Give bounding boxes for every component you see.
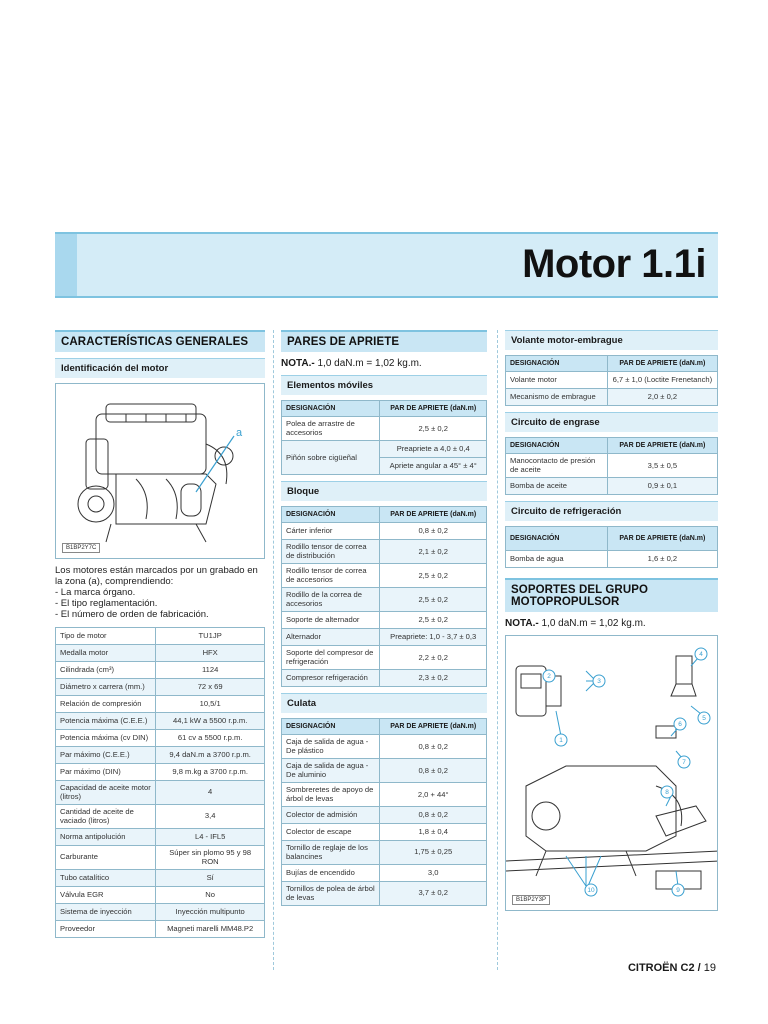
table-row (56, 712, 265, 729)
th-par: PAR DE APRIETE (daN.m) (380, 401, 487, 417)
table-row (506, 389, 718, 406)
cell-label: Soporte de alternador (282, 611, 380, 628)
supports-drawing (506, 636, 718, 911)
cell-value: 0,9 ± 0,1 (607, 477, 717, 494)
table-row (506, 372, 718, 389)
th-designacion: DESIGNACIÓN (282, 401, 380, 417)
cell-value: Preapriete: 1,0 - 3,7 ± 0,3 (380, 628, 487, 645)
cell-value: 6,7 ± 1,0 (Loctite Frenetanch) (607, 372, 717, 389)
table-row (56, 903, 265, 920)
volante-table (505, 355, 718, 406)
table-row (282, 522, 487, 539)
table-row (282, 840, 487, 864)
cell-label: Relación de compresión (56, 695, 156, 712)
cell-label: Capacidad de aceite motor (litros) (56, 780, 156, 804)
column-general (55, 330, 265, 938)
table-row (56, 627, 265, 644)
cell-value: 2,5 ± 0,2 (380, 587, 487, 611)
table-row (282, 782, 487, 806)
engine-figure (55, 383, 265, 559)
para-line-0: Los motores están marcados por un grabado en la zona (a), comprendiendo: (55, 565, 258, 587)
callout-text-4: 4 (699, 650, 703, 658)
cell-value: TU1JP (156, 627, 265, 644)
table-row (282, 669, 487, 686)
cell-value: 2,1 ± 0,2 (380, 539, 487, 563)
cell-value: HFX (156, 644, 265, 661)
sub-refrigeracion: Circuito de refrigeración (505, 501, 718, 521)
callout-a: a (236, 427, 243, 439)
sub-engrase: Circuito de engrase (505, 412, 718, 432)
table-row (56, 729, 265, 746)
cell-value: 61 cv a 5500 r.p.m. (156, 729, 265, 746)
table-row (282, 645, 487, 669)
callout-text-2: 2 (547, 672, 551, 680)
cell-label: Polea de arrastre de accesorios (282, 417, 380, 441)
cell-value: 2,3 ± 0,2 (380, 669, 487, 686)
cell-value: 0,8 ± 0,2 (380, 758, 487, 782)
nota-conversion-2 (505, 618, 718, 629)
table-row (56, 695, 265, 712)
table-row (506, 477, 718, 494)
th-designacion: DESIGNACIÓN (506, 356, 608, 372)
table-row (282, 539, 487, 563)
cell-label: Medalla motor (56, 644, 156, 661)
cell-label: Cilindrada (cm³) (56, 661, 156, 678)
para-line-1: - La marca órgano. (55, 586, 136, 598)
page-title: Motor 1.1i (522, 242, 706, 286)
callout-text-7: 7 (682, 758, 686, 766)
callout-text-5: 5 (702, 714, 706, 722)
cell-label: Tornillos de polea de árbol de levas (282, 881, 380, 905)
column-divider-2 (497, 330, 498, 970)
section-caracteristicas: CARACTERÍSTICAS GENERALES (55, 330, 265, 352)
cell-value: Preapriete a 4,0 ± 0,4 (380, 440, 487, 457)
cell-value: 0,8 ± 0,2 (380, 806, 487, 823)
table-row (282, 758, 487, 782)
cell-label: Carburante (56, 845, 156, 869)
cell-label: Manocontacto de presión de aceite (506, 454, 608, 478)
cell-value: 2,2 ± 0,2 (380, 645, 487, 669)
cell-value: 72 x 69 (156, 678, 265, 695)
nota-text: 1,0 daN.m = 1,02 kg.m. (538, 617, 646, 629)
supports-figure (505, 635, 718, 911)
cell-label: Par máximo (DIN) (56, 763, 156, 780)
table-row (56, 678, 265, 695)
callout-text-9: 9 (676, 886, 680, 894)
cell-value: 9,8 m.kg a 3700 r.p.m. (156, 763, 265, 780)
engrase-table (505, 437, 718, 495)
table-row (56, 869, 265, 886)
cell-value: 3,5 ± 0,5 (607, 454, 717, 478)
table-row (56, 644, 265, 661)
table-row (56, 763, 265, 780)
cell-value: Sí (156, 869, 265, 886)
section-soportes: SOPORTES DEL GRUPO MOTOPROPULSOR (505, 578, 718, 612)
callout-text-1: 1 (559, 736, 563, 744)
cell-value: 1124 (156, 661, 265, 678)
cell-value: Magneti marelli MM48.P2 (156, 920, 265, 937)
cell-label: Cárter inferior (282, 522, 380, 539)
nota-conversion (281, 358, 487, 369)
para-line-3: - El número de orden de fabricación. (55, 608, 209, 620)
table-row (282, 734, 487, 758)
table-row (56, 804, 265, 828)
table-row (282, 806, 487, 823)
column-pares (281, 330, 487, 906)
cell-label: Mecanismo de embrague (506, 389, 608, 406)
title-tab (55, 234, 77, 296)
table-row (56, 746, 265, 763)
cell-value: 2,0 + 44° (380, 782, 487, 806)
table-row (282, 611, 487, 628)
cell-value: 1,8 ± 0,4 (380, 823, 487, 840)
cell-value: 2,5 ± 0,2 (380, 417, 487, 441)
table-row (282, 587, 487, 611)
cell-label: Tubo catalítico (56, 869, 156, 886)
cell-value: 44,1 kW a 5500 r.p.m. (156, 712, 265, 729)
footer-brand: CITROËN C2 / (627, 962, 701, 974)
nota-text: 1,0 daN.m = 1,02 kg.m. (314, 358, 422, 369)
cell-label: Soporte del compresor de refrigeración (282, 645, 380, 669)
cell-label: Volante motor (506, 372, 608, 389)
cell-label: Sistema de inyección (56, 903, 156, 920)
cell-value: 3,0 (380, 864, 487, 881)
cell-label: Potencia máxima (cv DIN) (56, 729, 156, 746)
nota-label: NOTA.- (281, 358, 315, 369)
cell-value: 2,5 ± 0,2 (380, 611, 487, 628)
cell-value: Súper sin plomo 95 y 98 RON (156, 845, 265, 869)
cell-label: Bujías de encendido (282, 864, 380, 881)
cell-label: Piñón sobre cigüeñal (282, 440, 380, 474)
sub-identificacion: Identificación del motor (55, 358, 265, 378)
table-row (56, 828, 265, 845)
figure-code-2: B1BP2Y3P (512, 895, 550, 905)
para-line-2: - El tipo reglamentación. (55, 597, 158, 609)
page-number: 19 (703, 962, 716, 974)
callout-text-6: 6 (678, 720, 682, 728)
cell-value: 9,4 daN.m a 3700 r.p.m. (156, 746, 265, 763)
identification-paragraph (55, 566, 265, 621)
cell-value: Inyección multipunto (156, 903, 265, 920)
cell-label: Sombreretes de apoyo de árbol de levas (282, 782, 380, 806)
cell-label: Rodillo de la correa de accesorios (282, 587, 380, 611)
th-par: PAR DE APRIETE (daN.m) (607, 438, 717, 454)
cell-value: 2,0 ± 0,2 (607, 389, 717, 406)
table-row (56, 780, 265, 804)
table-row (282, 823, 487, 840)
sub-bloque: Bloque (281, 481, 487, 501)
cell-value: 3,4 (156, 804, 265, 828)
th-par: PAR DE APRIETE (daN.m) (607, 356, 717, 372)
table-row (56, 920, 265, 937)
cell-label: Rodillo tensor de correa de distribución (282, 539, 380, 563)
page-footer (628, 962, 716, 974)
table-row (56, 661, 265, 678)
nota-label: NOTA.- (505, 617, 539, 629)
cell-value: 2,5 ± 0,2 (380, 563, 487, 587)
cell-label: Diámetro x carrera (mm.) (56, 678, 156, 695)
table-row (56, 845, 265, 869)
th-designacion: DESIGNACIÓN (282, 718, 380, 734)
cell-label: Bomba de agua (506, 550, 608, 567)
cell-label: Cantidad de aceite de vaciado (litros) (56, 804, 156, 828)
callout-text-8: 8 (665, 788, 669, 796)
cell-label: Compresor refrigeración (282, 669, 380, 686)
bloque-table (281, 506, 487, 687)
th-designacion: DESIGNACIÓN (506, 526, 608, 550)
th-par: PAR DE APRIETE (daN.m) (380, 506, 487, 522)
refrigeracion-table (505, 526, 718, 568)
table-row (282, 881, 487, 905)
th-par: PAR DE APRIETE (daN.m) (607, 526, 717, 550)
callout-text-10: 10 (587, 886, 595, 894)
cell-label: Bomba de aceite (506, 477, 608, 494)
table-row (282, 563, 487, 587)
general-specs-table (55, 627, 265, 938)
cell-label: Norma antipolución (56, 828, 156, 845)
cell-value: 1,75 ± 0,25 (380, 840, 487, 864)
title-band (55, 232, 718, 298)
table-row (56, 886, 265, 903)
culata-table (281, 718, 487, 906)
cell-label: Válvula EGR (56, 886, 156, 903)
engine-drawing (56, 384, 265, 559)
cell-label: Tornillo de reglaje de los balancines (282, 840, 380, 864)
table-row (506, 454, 718, 478)
cell-label: Caja de salida de agua - De aluminio (282, 758, 380, 782)
cell-value: L4 - IFL5 (156, 828, 265, 845)
cell-label: Colector de admisión (282, 806, 380, 823)
sub-culata: Culata (281, 693, 487, 713)
cell-value: 0,8 ± 0,2 (380, 522, 487, 539)
cell-value: 3,7 ± 0,2 (380, 881, 487, 905)
table-row (282, 864, 487, 881)
callout-text-3: 3 (597, 677, 601, 685)
figure-code: B1BP2Y7C (62, 543, 100, 553)
th-par: PAR DE APRIETE (daN.m) (380, 718, 487, 734)
sub-elementos-moviles: Elementos móviles (281, 375, 487, 395)
table-row (282, 628, 487, 645)
column-right (505, 330, 718, 911)
cell-label: Proveedor (56, 920, 156, 937)
column-divider-1 (273, 330, 274, 970)
moviles-table (281, 400, 487, 475)
cell-value: Apriete angular a 45° ± 4° (380, 457, 487, 474)
table-row (506, 550, 718, 567)
section-pares-apriete: PARES DE APRIETE (281, 330, 487, 352)
cell-label: Caja de salida de agua - De plástico (282, 734, 380, 758)
cell-value: 4 (156, 780, 265, 804)
cell-value: 1,6 ± 0,2 (607, 550, 717, 567)
cell-label: Rodillo tensor de correa de accesorios (282, 563, 380, 587)
cell-value: 0,8 ± 0,2 (380, 734, 487, 758)
cell-value: 10,5/1 (156, 695, 265, 712)
th-designacion: DESIGNACIÓN (506, 438, 608, 454)
cell-label: Tipo de motor (56, 627, 156, 644)
th-designacion: DESIGNACIÓN (282, 506, 380, 522)
cell-label: Alternador (282, 628, 380, 645)
cell-value: No (156, 886, 265, 903)
sub-volante: Volante motor-embrague (505, 330, 718, 350)
cell-label: Colector de escape (282, 823, 380, 840)
cell-label: Par máximo (C.E.E.) (56, 746, 156, 763)
cell-label: Potencia máxima (C.E.E.) (56, 712, 156, 729)
